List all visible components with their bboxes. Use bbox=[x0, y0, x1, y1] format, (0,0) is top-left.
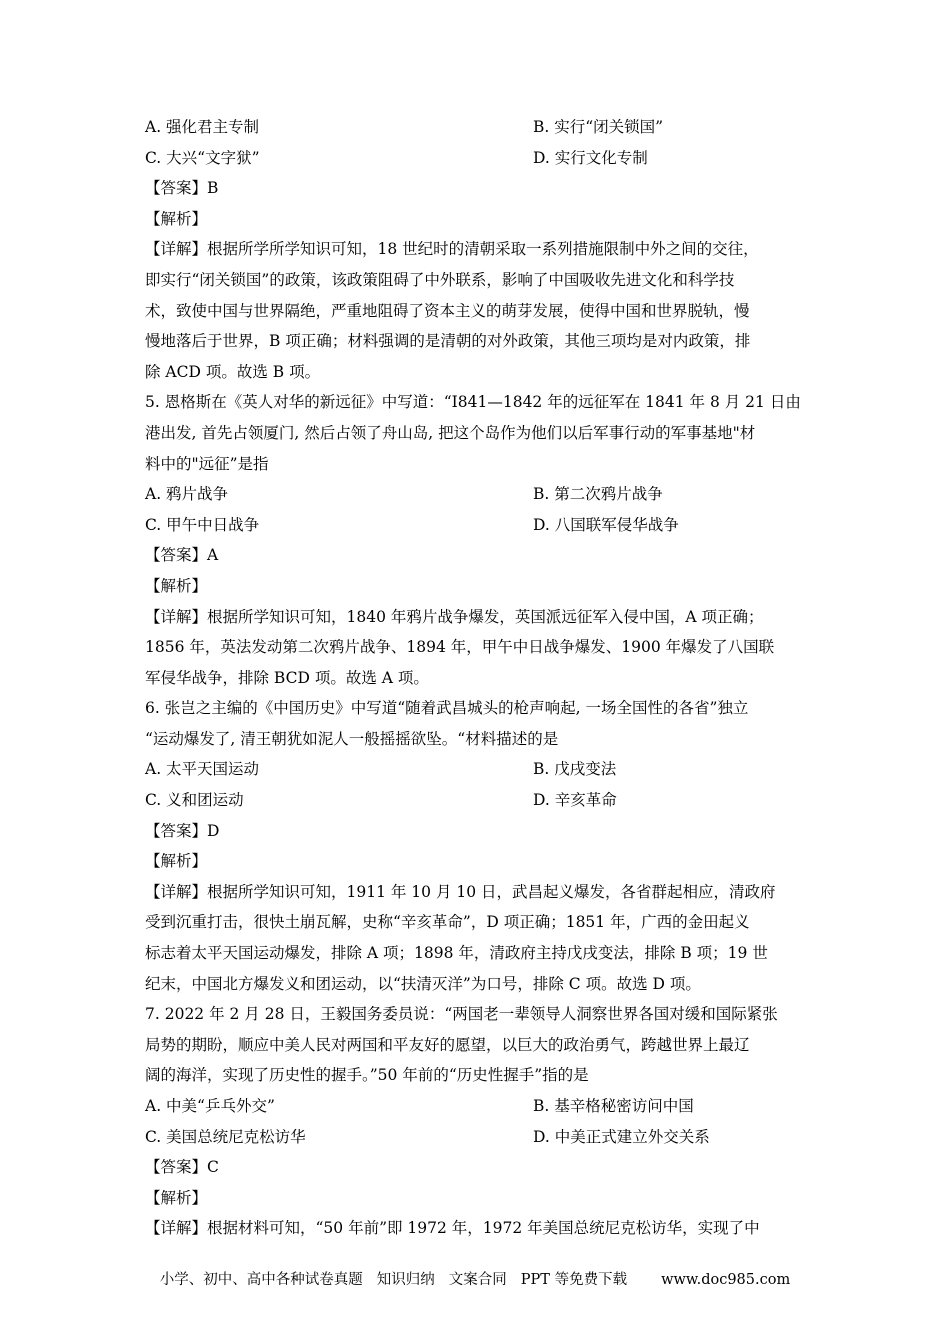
q6-option-d: D. 辛亥革命 bbox=[533, 791, 617, 810]
q7-options-row-1 bbox=[145, 1091, 810, 1122]
q6-detail-line-3: 标志着太平天国运动爆发，排除 A 项；1898 年，清政府主持戊戌变法，排除 B 项；19 世 bbox=[145, 944, 768, 963]
q5-analysis-label: 【解析】 bbox=[145, 576, 208, 595]
document-body bbox=[145, 112, 810, 1244]
q7-detail-line-1: 【详解】根据材料可知，“50 年前”即 1972 年，1972 年美国总统尼克松访华，实现了中 bbox=[145, 1219, 760, 1238]
q6-detail-line-4: 纪末，中国北方爆发义和团运动，以“扶清灭洋”为口号，排除 C 项。故选 D 项。 bbox=[145, 974, 701, 993]
q6-option-a: A. 太平天国运动 bbox=[145, 760, 260, 779]
q5-detail-line-1: 【详解】根据所学知识可知，1840 年鸦片战争爆发，英国派远征军入侵中国，A 项正确； bbox=[145, 607, 764, 626]
q6-analysis-label: 【解析】 bbox=[145, 852, 208, 871]
footer-item: 小学、初中、高中各种试卷真题 bbox=[159, 1272, 363, 1288]
q4-option-a: A. 强化君主专制 bbox=[145, 118, 260, 136]
q6-options-row-2 bbox=[145, 785, 810, 816]
footer-url[interactable]: www.doc985.com bbox=[661, 1272, 791, 1288]
q6-option-b: B. 戊戌变法 bbox=[533, 760, 617, 779]
q7-stem-line-1: 7. 2022 年 2 月 28 日，王毅国务委员说：“两国老一辈领导人洞察世界各国对缓和国际紧张 bbox=[145, 1005, 778, 1024]
q7-stem-line-2: 局势的期盼，顺应中美人民对两国和平友好的愿望，以巨大的政治勇气，跨越世界上最辽 bbox=[145, 1035, 750, 1054]
q6-answer: 【答案】D bbox=[145, 821, 220, 840]
q4-option-c: C. 大兴“文字狱” bbox=[145, 148, 260, 167]
q4-option-d: D. 实行文化专制 bbox=[533, 148, 648, 167]
q5-detail-line-2: 1856 年，英法发动第二次鸦片战争、1894 年，甲午中日战争爆发、1900 年爆发了八国联 bbox=[145, 638, 775, 657]
q7-option-a: A. 中美“乒乓外交” bbox=[145, 1097, 275, 1115]
q5-stem-line-2: 港出发, 首先占领厦门, 然后占领了舟山岛, 把这个岛作为他们以后军事行动的军事基地"材 bbox=[145, 423, 756, 442]
q4-answer: 【答案】B bbox=[145, 179, 219, 198]
q5-option-d: D. 八国联军侵华战争 bbox=[533, 515, 679, 534]
q6-stem bbox=[145, 693, 810, 754]
q6-option-c: C. 义和团运动 bbox=[145, 791, 244, 810]
q6-stem-line-1: 6. 张岂之主编的《中国历史》中写道“随着武昌城头的枪声响起, 一场全国性的各省”独立 bbox=[145, 699, 749, 718]
q5-stem-line-3: 料中的"远征”是指 bbox=[145, 454, 269, 473]
q4-detail-line-3: 术，致使中国与世界隔绝，严重地阻碍了资本主义的萌芽发展，使得中国和世界脱轨，慢 bbox=[145, 301, 750, 320]
q5-option-b: B. 第二次鸦片战争 bbox=[533, 485, 663, 504]
q5-option-a: A. 鸦片战争 bbox=[145, 485, 229, 504]
q7-option-b: B. 基辛格秘密访问中国 bbox=[533, 1097, 694, 1115]
q7-option-c: C. 美国总统尼克松访华 bbox=[145, 1127, 306, 1146]
q6-detail-line-1: 【详解】根据所学知识可知，1911 年 10 月 10 日，武昌起义爆发，各省群起相应，清政府 bbox=[145, 882, 776, 901]
q7-answer: 【答案】C bbox=[145, 1158, 219, 1177]
q4-analysis-label: 【解析】 bbox=[145, 209, 208, 228]
q6-detail bbox=[145, 877, 810, 999]
q7-detail bbox=[145, 1213, 810, 1244]
q5-option-c: C. 甲午中日战争 bbox=[145, 515, 260, 534]
q4-detail-line-5: 除 ACD 项。故选 B 项。 bbox=[145, 362, 321, 381]
q4-detail bbox=[145, 234, 810, 387]
q7-analysis-label: 【解析】 bbox=[145, 1188, 208, 1207]
q7-stem bbox=[145, 999, 810, 1091]
q4-detail-line-1: 【详解】根据所学所学知识可知，18 世纪时的清朝采取一系列措施限制中外之间的交往， bbox=[145, 240, 759, 259]
q5-detail-line-3: 军侵华战争，排除 BCD 项。故选 A 项。 bbox=[145, 668, 429, 687]
q5-detail bbox=[145, 602, 810, 694]
footer-item: 文案合同 bbox=[448, 1272, 507, 1288]
q6-options-row-1 bbox=[145, 754, 810, 785]
q4-options-row-2 bbox=[145, 143, 810, 174]
q5-options-row-1 bbox=[145, 479, 810, 510]
q7-stem-line-3: 阔的海洋，实现了历史性的握手。”50 年前的“历史性握手”指的是 bbox=[145, 1066, 589, 1085]
q5-stem-line-1: 5. 恩格斯在《英人对华的新远征》中写道：“I841—1842 年的远征军在 1841 年 8 月 21 日由 bbox=[145, 393, 801, 412]
q4-option-b: B. 实行“闭关锁国” bbox=[533, 118, 664, 136]
q4-detail-line-2: 即实行“闭关锁国”的政策，该政策阻碍了中外联系，影响了中国吸收先进文化和科学技 bbox=[145, 270, 735, 289]
q5-options-row-2 bbox=[145, 510, 810, 541]
q5-answer: 【答案】A bbox=[145, 546, 219, 565]
footer-item: PPT 等免费下载 bbox=[520, 1272, 628, 1288]
q6-detail-line-2: 受到沉重打击，很快土崩瓦解，史称“辛亥革命”，D 项正确；1851 年，广西的金田起义 bbox=[145, 913, 750, 932]
q4-options-row-1 bbox=[145, 112, 810, 143]
q6-stem-line-2: “运动爆发了, 清王朝犹如泥人一般摇摇欲坠。“材料描述的是 bbox=[145, 729, 559, 748]
q7-option-d: D. 中美正式建立外交关系 bbox=[533, 1127, 710, 1146]
q7-options-row-2 bbox=[145, 1122, 810, 1153]
footer-item: 知识归纳 bbox=[376, 1272, 435, 1288]
q5-stem bbox=[145, 387, 810, 479]
q4-detail-line-4: 慢地落后于世界，B 项正确；材料强调的是清朝的对外政策，其他三项均是对内政策，排 bbox=[145, 332, 751, 351]
page-footer bbox=[0, 1268, 950, 1289]
